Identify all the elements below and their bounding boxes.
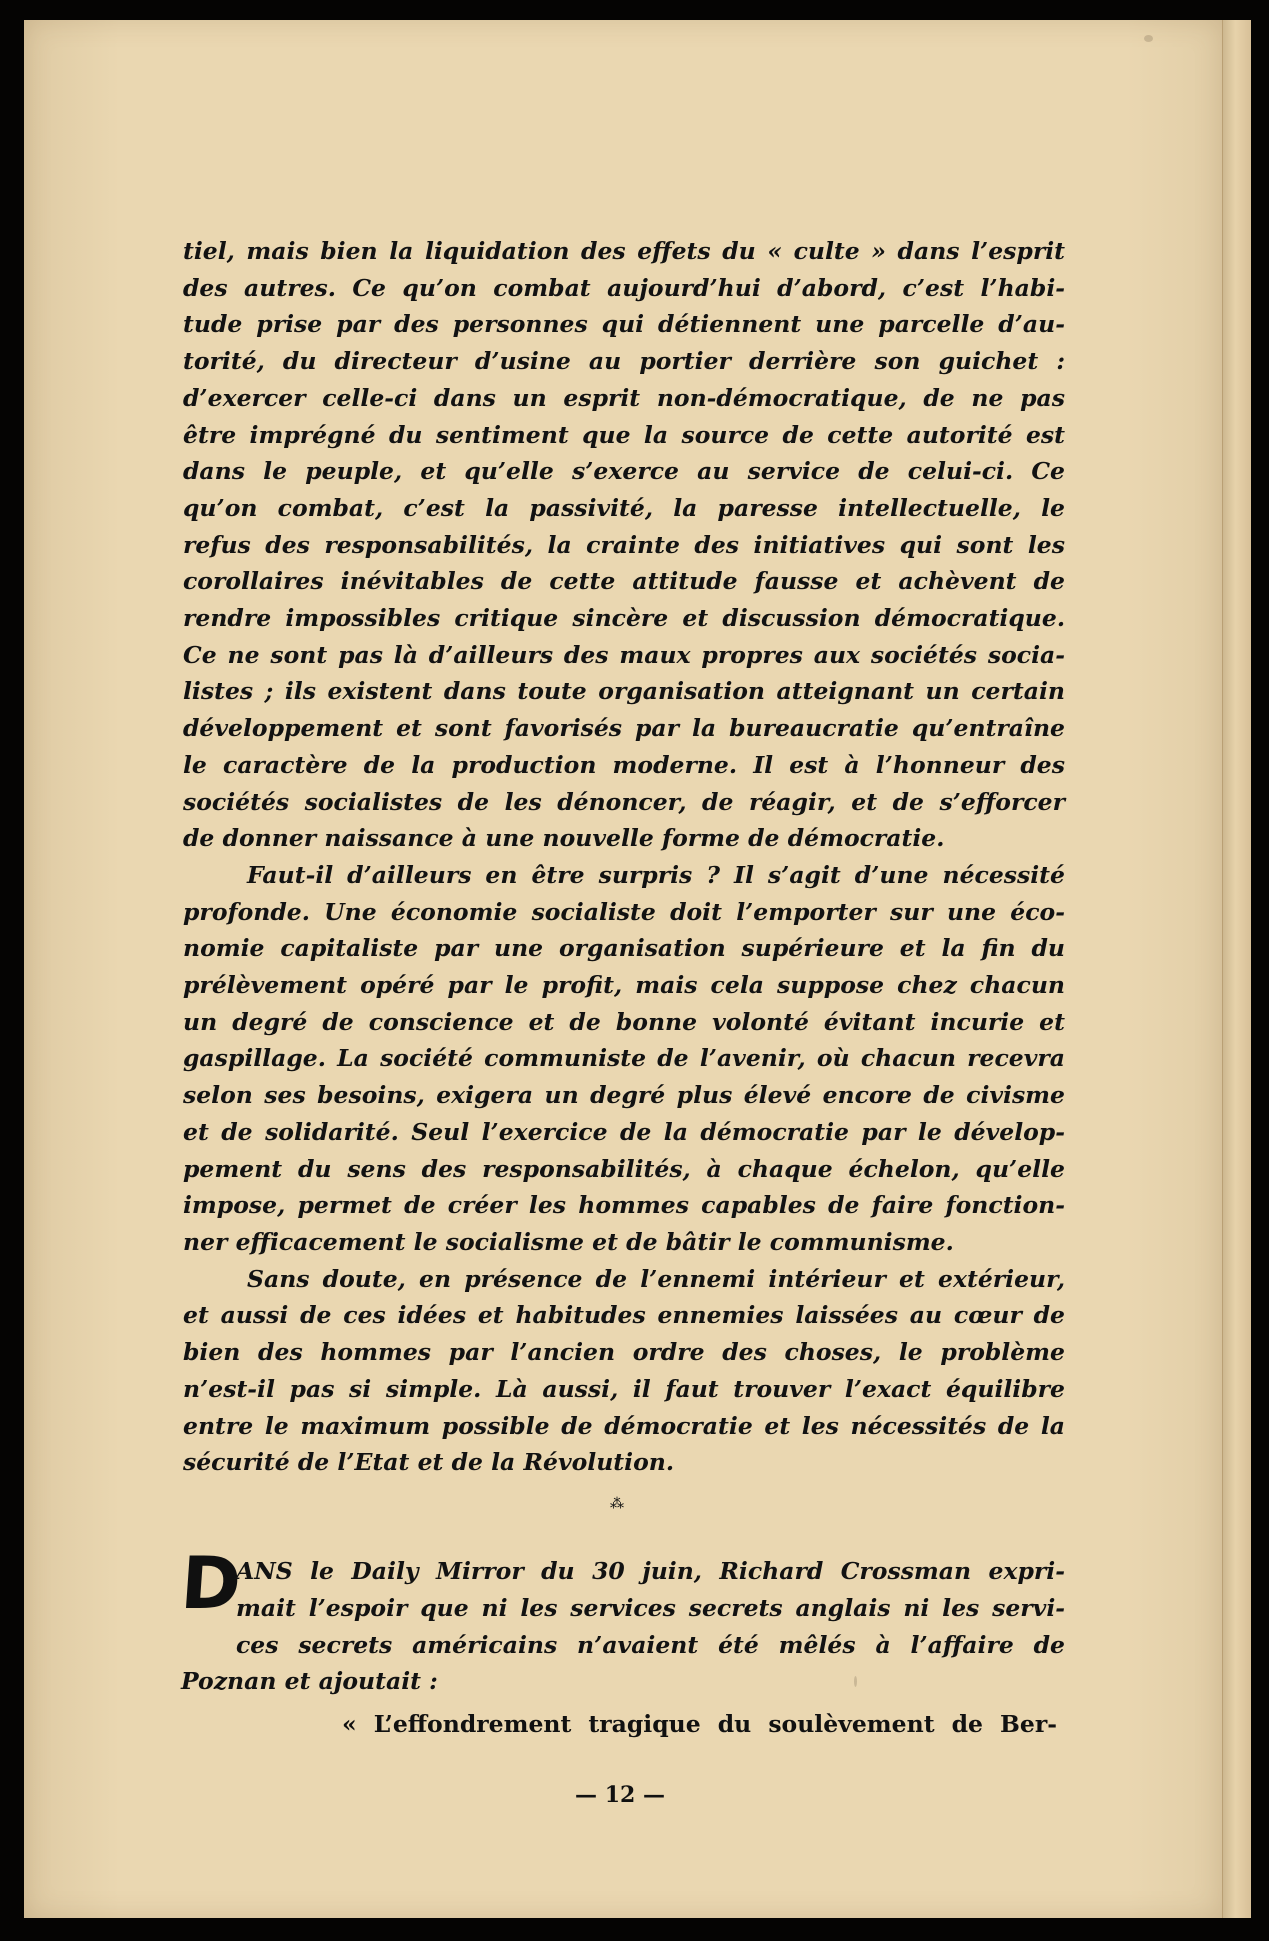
paragraph-line: tude prise par des personnes qui détiennent une parcelle d’au-	[183, 310, 1065, 339]
paragraph-line: Ce ne sont pas là d’ailleurs des maux propres aux sociétés socia-	[183, 640, 1065, 669]
paragraph-line: refus des responsabilités, la crainte des initiatives qui sont les	[183, 530, 1065, 559]
second-section-first-line: ANS le Daily Mirror du 30 juin, Richard Crossman expri-	[236, 1557, 1065, 1585]
paragraph-line: torité, du directeur d’usine au portier derrière son guichet :	[183, 347, 1065, 376]
first-section-text	[183, 233, 1065, 1481]
paragraph-line: selon ses besoins, exigera un degré plus élevé encore de civisme	[183, 1081, 1065, 1110]
paragraph-2	[183, 857, 1065, 1261]
paragraph-line: Faut-il d’ailleurs en être surpris ? Il s’agit d’une nécessité	[247, 860, 1065, 889]
paper-mark	[1144, 35, 1153, 42]
paragraph-line: être imprégné du sentiment que la source de cette autorité est	[183, 420, 1065, 449]
paragraph-line: dans le peuple, et qu’elle s’exerce au service de celui-ci. Ce	[183, 457, 1065, 486]
paragraph-line: un degré de conscience et de bonne volonté évitant incurie et	[183, 1007, 1065, 1036]
paragraph-line: le caractère de la production moderne. Il est à l’honneur des	[183, 750, 1065, 779]
second-section-line: mait l’espoir que ni les services secrets anglais ni les servi-	[236, 1593, 1065, 1622]
paragraph-line: des autres. Ce qu’on combat aujourd’hui d’abord, c’est l’habi-	[183, 273, 1065, 302]
paragraph-line: de donner naissance à une nouvelle forme de démocratie.	[183, 824, 945, 853]
second-section-text	[181, 1553, 1065, 1700]
paragraph-line: ner efficacement le socialisme et de bâtir le communisme.	[183, 1227, 954, 1256]
adjacent-page-edge	[1222, 20, 1251, 1918]
paragraph-line: entre le maximum possible de démocratie et les nécessités de la	[183, 1411, 1065, 1440]
paragraph-line: Sans doute, en présence de l’ennemi intérieur et extérieur,	[247, 1264, 1065, 1293]
paragraph-line: listes ; ils existent dans toute organisation atteignant un certain	[183, 677, 1065, 706]
paragraph-1	[183, 233, 1065, 857]
quote-opening-line: « L’effondrement tragique du soulèvement de Ber-	[342, 1710, 1057, 1738]
paragraph-line: prélèvement opéré par le profit, mais cela suppose chez chacun	[183, 971, 1065, 1000]
paragraph-line: corollaires inévitables de cette attitude fausse et achèvent de	[183, 567, 1065, 596]
paragraph-line: pement du sens des responsabilités, à chaque échelon, qu’elle	[183, 1154, 1065, 1183]
paragraph-line: bien des hommes par l’ancien ordre des choses, le problème	[183, 1338, 1065, 1367]
second-section-line: ces secrets américains n’avaient été mêlés à l’affaire de	[236, 1630, 1065, 1659]
paragraph-line: tiel, mais bien la liquidation des effets du « culte » dans l’esprit	[183, 237, 1065, 265]
paragraph-line: n’est-il pas si simple. Là aussi, il faut trouver l’exact équilibre	[183, 1374, 1065, 1403]
paragraph-line: nomie capitaliste par une organisation supérieure et la fin du	[183, 934, 1065, 963]
paragraph-line: profonde. Une économie socialiste doit l’emporter sur une éco-	[183, 897, 1065, 926]
paragraph-line: et de solidarité. Seul l’exercice de la démocratie par le dévelop-	[183, 1117, 1065, 1146]
page-number: — 12 —	[575, 1782, 665, 1808]
drop-cap: D	[178, 1541, 244, 1625]
paragraph-line: rendre impossibles critique sincère et discussion démocratique.	[183, 604, 1065, 633]
paragraph-3	[183, 1261, 1065, 1481]
paragraph-line: et aussi de ces idées et habitudes ennemies laissées au cœur de	[183, 1301, 1065, 1330]
paragraph-line: sécurité de l’Etat et de la Révolution.	[183, 1448, 675, 1477]
paragraph-line: gaspillage. La société communiste de l’avenir, où chacun recevra	[183, 1044, 1065, 1073]
paragraph-line: d’exercer celle-ci dans un esprit non-démocratique, de ne pas	[183, 383, 1065, 412]
paragraph-line: sociétés socialistes de les dénoncer, de réagir, et de s’efforcer	[183, 787, 1065, 816]
paragraph-line: développement et sont favorisés par la bureaucratie qu’entraîne	[183, 714, 1065, 743]
asterism-separator: ⁂	[610, 1496, 624, 1512]
second-section-line: Poznan et ajoutait :	[181, 1667, 438, 1696]
paragraph-line: impose, permet de créer les hommes capables de faire fonction-	[183, 1191, 1065, 1220]
paragraph-line: qu’on combat, c’est la passivité, la paresse intellectuelle, le	[183, 493, 1065, 522]
